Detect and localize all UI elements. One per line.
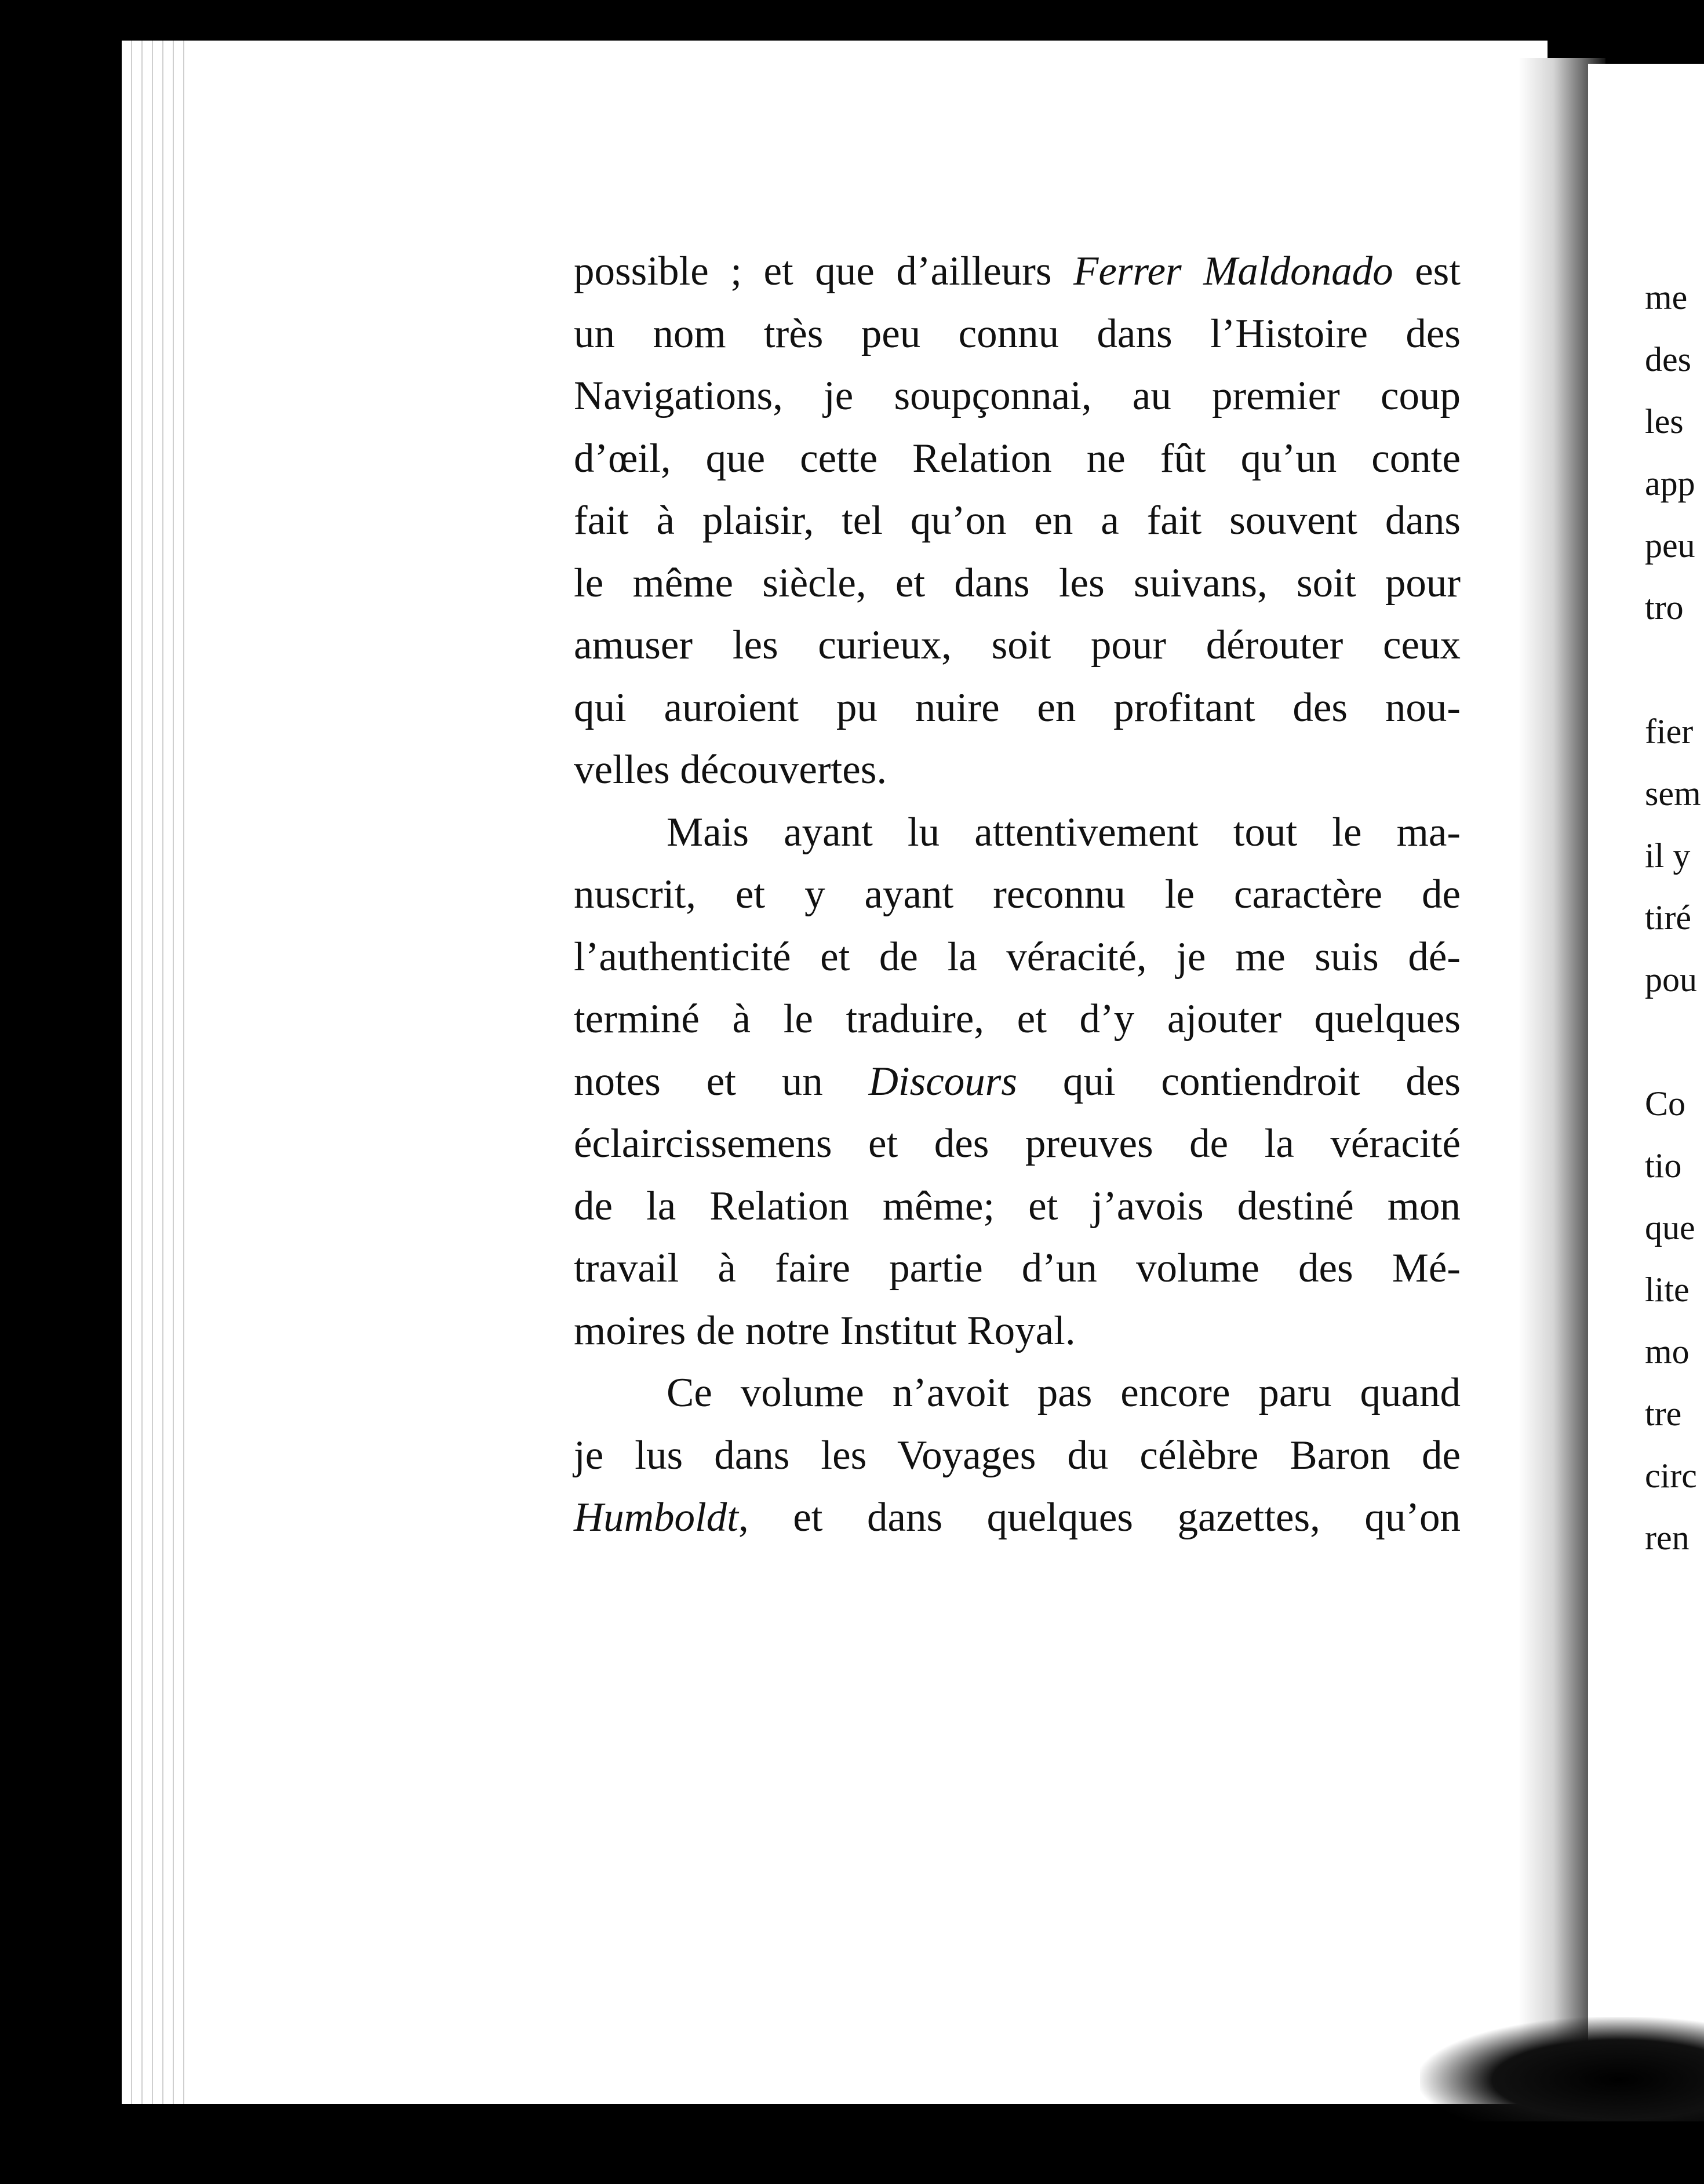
page-edges <box>122 41 185 2104</box>
text-fragment: pou <box>1645 960 1697 999</box>
text-fragment: tre <box>1645 1395 1682 1433</box>
text-fragment: les <box>1645 402 1684 441</box>
text-fragment: que <box>1645 1209 1695 1247</box>
paragraph-gap <box>1645 1011 1704 1073</box>
text-fragment: tio <box>1645 1146 1682 1185</box>
text-line: de la Relation même; et j’avois destiné mon <box>574 1183 1461 1229</box>
text-line: éclaircissemens et des preuves de la véracité <box>574 1121 1461 1166</box>
text-fragment: il y <box>1645 836 1691 875</box>
text-line: possible ; et que d’ailleurs Ferrer Maldonado est <box>574 249 1461 294</box>
text-line: Humboldt, et dans quelques gazettes, qu’on <box>574 1495 1461 1540</box>
text-line: nuscrit, et y ayant reconnu le caractère de <box>574 872 1461 917</box>
text-line: l’authenticité et de la véracité, je me suis dé- <box>574 934 1461 980</box>
text-line: notes et un Discours qui contiendroit des <box>574 1058 1461 1104</box>
text-line: le même siècle, et dans les suivans, soit pour <box>574 560 1461 606</box>
text-fragment: tiré <box>1645 898 1691 937</box>
text-line: moires de notre Institut Royal. <box>574 1308 1076 1353</box>
text-fragment: fier <box>1645 712 1694 751</box>
text-line: Ce volume n’avoit pas encore paru quand <box>667 1370 1461 1415</box>
text-fragment: me <box>1645 278 1688 316</box>
text-fragment: circ <box>1645 1457 1697 1495</box>
text-line: amuser les curieux, soit pour dérouter ceux <box>574 623 1461 668</box>
text-fragment: peu <box>1645 526 1695 565</box>
text-fragment: tro <box>1645 588 1684 627</box>
text-fragment: app <box>1645 464 1695 503</box>
text-fragment: ren <box>1645 1519 1690 1557</box>
right-page-text <box>1645 267 1704 1569</box>
text-line: travail à faire partie d’un volume des Mé- <box>574 1246 1461 1291</box>
binding-shadow <box>1420 2017 1704 2121</box>
text-line: terminé à le traduire, et d’y ajouter quelques <box>574 996 1461 1042</box>
text-line: fait à plaisir, tel qu’on en a fait souvent dans <box>574 498 1461 543</box>
text-line: qui auroient pu nuire en profitant des nou- <box>574 685 1461 730</box>
paragraph-gap <box>1645 639 1704 701</box>
text-line: Navigations, je soupçonnai, au premier coup <box>574 373 1461 418</box>
text-line: velles découvertes. <box>574 747 887 792</box>
text-fragment: sem <box>1645 774 1701 813</box>
text-fragment: Co <box>1645 1084 1686 1123</box>
text-line: Mais ayant lu attentivement tout le ma- <box>667 809 1461 855</box>
left-page-text <box>574 241 1461 1549</box>
text-fragment: mo <box>1645 1333 1690 1371</box>
text-line: je lus dans les Voyages du célèbre Baron de <box>574 1432 1461 1478</box>
text-fragment: lite <box>1645 1271 1690 1309</box>
text-line: un nom très peu connu dans l’Histoire des <box>574 311 1461 356</box>
text-line: d’œil, que cette Relation ne fût qu’un conte <box>574 435 1461 481</box>
text-fragment: des <box>1645 340 1691 378</box>
